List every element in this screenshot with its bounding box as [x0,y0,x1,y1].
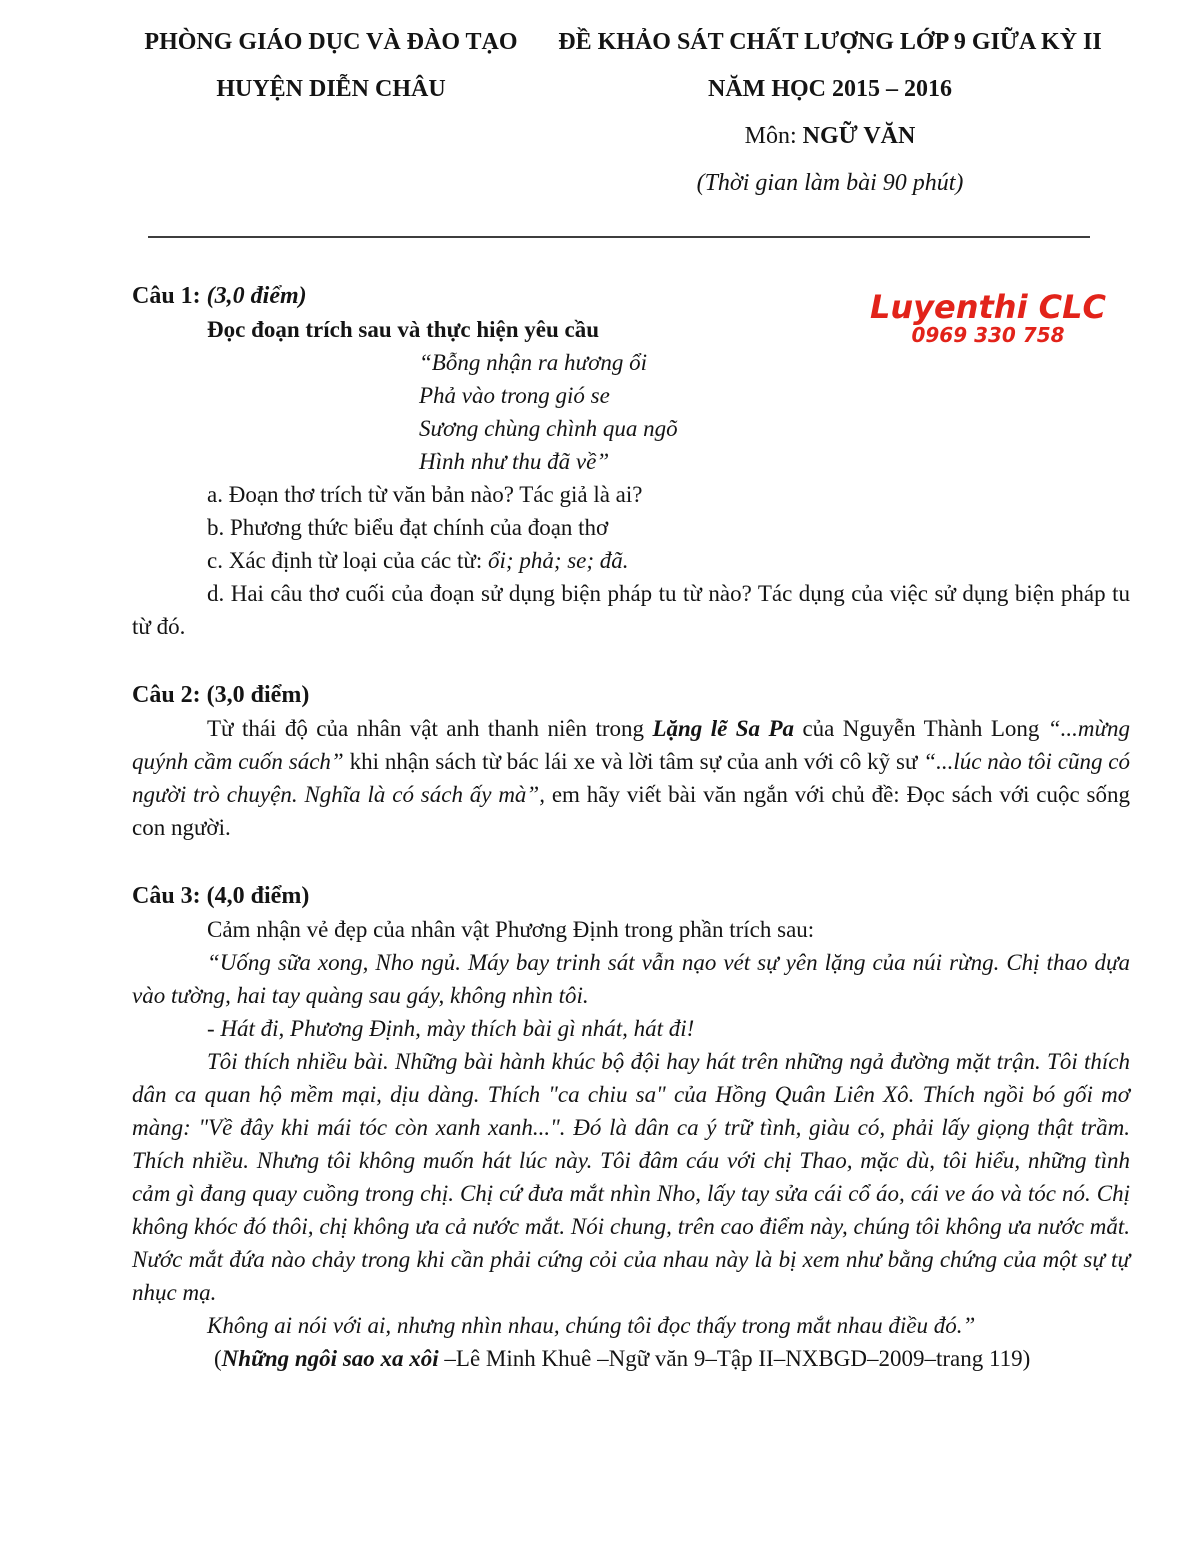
q3-heading: Câu 3: (4,0 điểm) [132,883,310,909]
subject-line [530,122,1130,150]
q2-quote-2: “...lúc nào tôi cũng có người trò chuyện. Nghĩa là có sách ấy mà”, [132,749,1131,807]
watermark-brand: Luyenthi CLC [869,288,1107,326]
q2-paragraph [132,712,1130,844]
q1-item-d: d. Hai câu thơ cuối của đoạn sử dụng biện pháp tu từ nào? Tác dụng của việc sử dụng biện pháp tu từ đó. [132,581,1130,639]
poem-line-3: Sương chùng chình qua ngõ [419,416,678,441]
q1-item-b: b. Phương thức biểu đạt chính của đoạn thơ [207,515,609,540]
q1-instruction: Đọc đoạn trích sau và thực hiện yêu cầu [207,317,600,342]
q3-quote-paragraph-1: “Uống sữa xong, Nho ngủ. Máy bay trinh sát vẫn nạo vét sự yên lặng của núi rừng. Chị thao dựa vào tường, hai tay quàng sau gáy, không nhìn tôi. [132,950,1130,1008]
q1-heading-label: Câu 1: [132,283,207,309]
poem-line-4: Hình như thu đã về” [419,449,610,474]
citation-work-title: Những ngôi sao xa xôi [221,1346,445,1371]
exam-title-block [530,28,1130,216]
q3-intro: Cảm nhận vẻ đẹp của nhân vật Phương Định trong phần trích sau: [207,917,815,942]
authority-line-1: PHÒNG GIÁO DỤC VÀ ĐÀO TẠO [144,29,518,55]
q2-work-title: Lặng lẽ Sa Pa [652,716,795,741]
citation-open-paren: ( [214,1346,222,1371]
poem-line-2: Phả vào trong gió se [419,383,610,408]
poem-line-1: “Bỗng nhận ra hương ổi [419,350,648,375]
q1-item-a: a. Đoạn thơ trích từ văn bản nào? Tác giả là ai? [207,482,643,507]
header-separator [148,236,1090,238]
q2-seg-5: khi nhận sách từ bác lái xe và lời tâm sự của anh với cô kỹ sư [343,749,924,774]
q3-quote-paragraph-4: Không ai nói với ai, nhưng nhìn nhau, chúng tôi đọc thấy trong mắt nhau điều đó.” [207,1313,976,1338]
poem-block [419,346,1130,478]
q1-item-c [132,544,1130,577]
subject-label: Môn: [744,123,803,149]
duration-line: (Thời gian làm bài 90 phút) [696,170,964,196]
q2-heading: Câu 2: (3,0 điểm) [132,682,310,708]
subject-value: NGỮ VĂN [802,123,916,149]
q3-citation [132,1342,1130,1375]
q3-quote-paragraph-3: Tôi thích nhiều bài. Những bài hành khúc bộ đội hay hát trên những ngả đường mặt trận. Tôi thích dân ca quan hộ mềm mại, dịu dàng. Thích "ca chiu sa" của Hồng Quân Liên Xô. Thích ngồi bó gối mơ màng: "Về đây khi mái tóc còn xanh xanh...". Đó là dân ca ý trữ tình, giàu có, phải lấy giọng thật trầm. Thích nhiều. Nhưng tôi không muốn hát lúc này. Tôi đâm cáu với chị Thao, mặc dù, tôi hiểu, những tình cảm gì đang quay cuồng trong chị. Chị cứ đưa mắt nhìn Nho, lấy tay sửa cái cổ áo, cái ve áo và tóc nó. Chị không khóc đó thôi, chị không ưa cả nước mắt. Nói chung, trên cao điểm này, chúng tôi không ưa nước mắt. Nước mắt đứa nào chảy trong khi cần phải cứng cỏi của nhau này là bị xem như bằng chứng của một sự tự nhục mạ. [132,1049,1130,1305]
q1-item-c-label: c. Xác định từ loại của các từ: [207,548,489,573]
exam-title: ĐỀ KHẢO SÁT CHẤT LƯỢNG LỚP 9 GIỮA KỲ II [558,29,1102,55]
q2-seg-3: của Nguyễn Thành Long [794,716,1048,741]
q1-item-c-words: ổi; phả; se; đã. [488,548,629,573]
authority-line-2: HUYỆN DIỄN CHÂU [216,76,446,102]
school-year: NĂM HỌC 2015 – 2016 [708,76,952,102]
q2-quote-1: “...mừng quýnh cầm cuốn sách” [132,716,1130,774]
q1-heading [132,280,1130,313]
watermark-phone: 0969 330 758 [911,323,1065,347]
issuing-authority-block [132,28,530,122]
document-header [132,28,1130,216]
q1-heading-points: (3,0 điểm) [206,283,307,309]
citation-source: –Lê Minh Khuê –Ngữ văn 9–Tập II–NXBGD–2009–trang 119) [444,1346,1031,1371]
q2-seg-7: em hãy viết bài văn ngắn với chủ đề: Đọc sách với cuộc sống con người. [132,782,1130,840]
q2-seg-1: Từ thái độ của nhân vật anh thanh niên trong [207,716,653,741]
q3-quote-paragraph-2: - Hát đi, Phương Định, mày thích bài gì nhát, hát đi! [207,1016,695,1041]
